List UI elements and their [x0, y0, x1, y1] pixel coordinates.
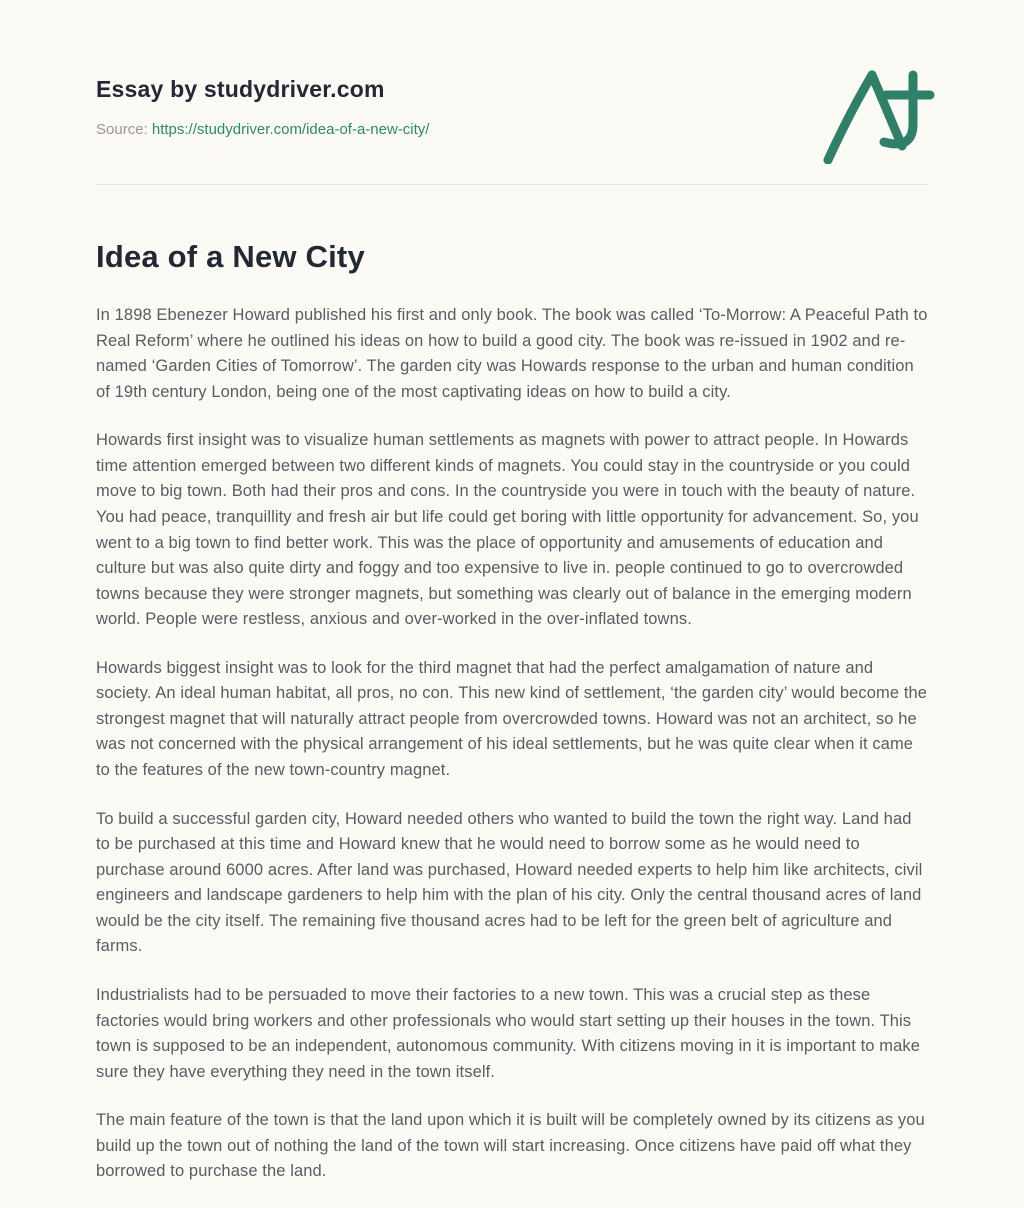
essay-body	[96, 303, 928, 1185]
essay-paragraph: The main feature of the town is that the land upon which it is built will be completely owned by its citizens as you build up the town out of nothing the land of the town will start increasing. Once citizens have paid off what they borrowed to purchase the land.	[96, 1111, 925, 1181]
essay-paragraph: In 1898 Ebenezer Howard published his first and only book. The book was called ‘To-Morrow: A Peaceful Path to Real Reform’ where he outlined his ideas on how to build a good city. The book was re-issued in 1902 and re-named ‘Garden Cities of Tomorrow’. The garden city was Howards response to the urban and human condition of 19th century London, being one of the most captivating ideas on how to build a city.	[96, 306, 928, 401]
site-title: Essay by studydriver.com	[96, 76, 385, 102]
source-label: Source:	[96, 121, 148, 138]
essay-title: Idea of a New City	[96, 239, 365, 274]
source-url-link[interactable]: https://studydriver.com/idea-of-a-new-city/	[151, 121, 430, 138]
studydriver-logo-icon	[820, 68, 940, 164]
essay-paragraph: Howards biggest insight was to look for the third magnet that had the perfect amalgamation of nature and society. An ideal human habitat, all pros, no con. This new kind of settlement, ‘the garden city’ would become the strongest magnet that will naturally attract people from overcrowded towns. Howard was not an architect, so he was not concerned with the physical arrangement of his ideal settlements, but he was quite clear when it came to the features of the new town-country magnet.	[96, 658, 928, 779]
essay-paragraph: Howards first insight was to visualize human settlements as magnets with power to attract people. In Howards time attention emerged between two different kinds of magnets. You could stay in the countryside or you could move to big town. Both had their pros and cons. In the countryside you were in touch with the beauty of nature. You had peace, tranquillity and fresh air but life could get boring with little opportunity for advancement. So, you went to a big town to find better work. This was the place of opportunity and amusements of education and culture but was also quite dirty and foggy and too expensive to live in. people continued to go to overcrowded towns because they were stronger magnets, but something was clearly out of balance in the emerging modern world. People were restless, anxious and over-worked in the over-inflated towns.	[96, 431, 919, 629]
source-line	[96, 121, 928, 138]
header-divider	[96, 184, 928, 185]
essay-article	[96, 239, 928, 1185]
essay-paragraph: To build a successful garden city, Howard needed others who wanted to build the town the right way. Land had to be purchased at this time and Howard knew that he would need to borrow some as he would need to purchase around 6000 acres. After land was purchased, Howard needed experts to help him like architects, civil engineers and landscape gardeners to help him with the plan of his city. Only the central thousand acres of land would be the city itself. The remaining five thousand acres had to be left for the green belt of agriculture and farms.	[96, 809, 923, 956]
page-header	[96, 0, 928, 138]
essay-paragraph: Industrialists had to be persuaded to move their factories to a new town. This was a crucial step as these factories would bring workers and other professionals who would start setting up their houses in the town. This town is supposed to be an independent, autonomous community. With citizens moving in it is important to make sure they have everything they need in the town itself.	[96, 985, 920, 1081]
